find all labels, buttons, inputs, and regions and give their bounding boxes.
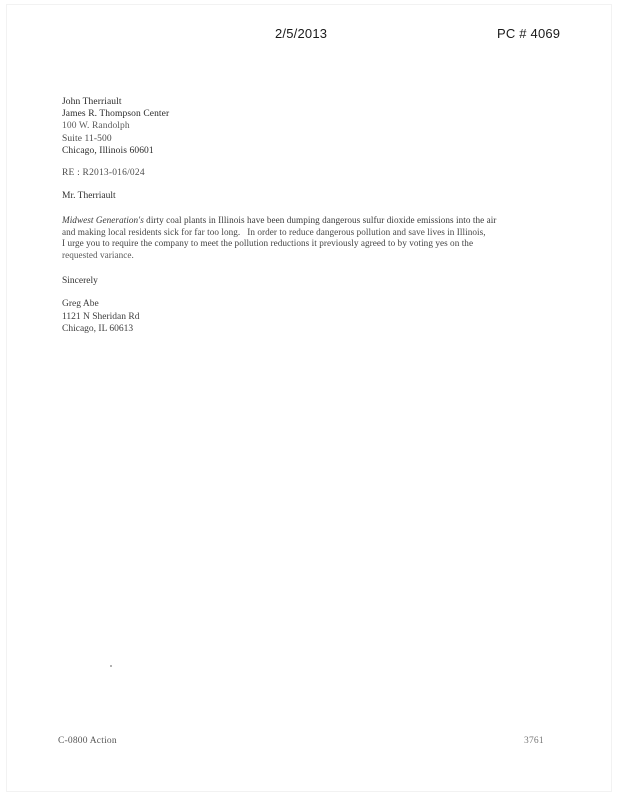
re-line: RE : R2013-016/024 — [62, 168, 145, 179]
header-pc-number: PC # 4069 — [497, 26, 561, 41]
body-line-2: and making local residents sick for far too long. In order to reduce dangerous pollution and save lives in Illinois, — [62, 226, 486, 237]
salutation: Mr. Therriault — [62, 191, 116, 202]
footer-page-number: 3761 — [524, 736, 544, 746]
body-line-4: requested variance. — [62, 249, 134, 260]
body-line-3: I urge you to require the company to meet the pollution reductions it previously agreed to by voting yes on the — [62, 238, 474, 249]
recipient-address-block — [62, 96, 562, 157]
recipient-suite: Suite 11-500 — [62, 133, 112, 144]
body-line-1: Midwest Generation's dirty coal plants in Illinois have been dumping dangerous sulfur dioxide emissions into the air — [62, 215, 497, 226]
closing: Sincerely — [62, 276, 98, 287]
sender-name: Greg Abe — [62, 299, 99, 310]
body-paragraph — [62, 215, 558, 261]
header-date: 2/5/2013 — [275, 26, 328, 41]
recipient-city-state-zip: Chicago, Illinois 60601 — [62, 145, 154, 156]
recipient-org: James R. Thompson Center — [62, 109, 170, 120]
document-header — [0, 26, 618, 46]
scan-speck — [110, 665, 112, 667]
recipient-street: 100 W. Randolph — [62, 121, 130, 132]
sender-street: 1121 N Sheridan Rd — [62, 311, 140, 322]
footer-left-stamp: C-0800 Action — [58, 736, 117, 746]
letter-body — [62, 96, 562, 335]
signature-block — [62, 298, 562, 335]
recipient-name: John Therriault — [62, 97, 122, 107]
sender-city-state-zip: Chicago, IL 60613 — [62, 323, 134, 334]
